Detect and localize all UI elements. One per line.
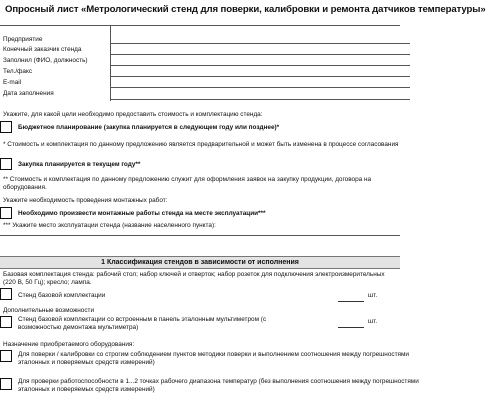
strict-verification-label-line2: эталонных и поверяемых средств измерений) — [18, 359, 155, 366]
field-label-filled-by: Заполнил (ФИО, должность) — [3, 57, 88, 64]
budget-note: * Стоимость и комплектация по данному предложению является предварительной и может быть изменена в процессе согласования — [3, 141, 399, 148]
base-stand-unit: шт. — [368, 292, 378, 299]
current-year-option-label: Закупка планируется в текущем году** — [18, 161, 141, 168]
purpose-question: Укажите, для какой цели необходимо предоставить стоимость и комплектацию стенда: — [3, 111, 263, 118]
multimeter-stand-quantity-input[interactable] — [338, 327, 364, 328]
site-location-note: *** Укажите место эксплуатации стенда (название населенного пункта): — [3, 222, 216, 229]
site-location-input[interactable] — [0, 235, 400, 236]
field-label-email: E-mail — [3, 79, 22, 86]
field-label-date: Дата заполнения — [3, 90, 54, 97]
field-label-company: Предприятие — [3, 36, 43, 43]
base-stand-checkbox[interactable] — [0, 288, 12, 300]
current-year-checkbox[interactable] — [0, 158, 12, 170]
budget-option-label: Бюджетное планирование (закупка планируется в следующем году или позднее)* — [18, 124, 280, 131]
field-label-customer: Конечный заказчик стенда — [3, 46, 82, 53]
field-phone-input[interactable] — [110, 76, 410, 77]
base-stand-quantity-input[interactable] — [338, 301, 364, 302]
strict-verification-checkbox[interactable] — [0, 350, 12, 362]
field-label-phone: Тел./факс — [3, 68, 33, 75]
current-year-note-line1: ** Стоимость и комплектация по данному предложению служит для оформления заявок на закупку продукции, договора на — [3, 176, 372, 183]
base-config-description-line1: Базовая комплектация стенда: рабочий стол; набор ключей и отверток; набор розеток для подключения электроизмерительных — [3, 271, 385, 278]
onsite-install-label: Необходимо произвести монтажные работы стенда на месте эксплуатации*** — [18, 210, 266, 217]
operability-check-checkbox[interactable] — [0, 378, 12, 390]
field-customer-input[interactable] — [110, 54, 410, 55]
field-date-input[interactable] — [110, 99, 410, 100]
multimeter-stand-unit: шт. — [368, 318, 378, 325]
base-config-description-line2: (220 В, 50 Гц); кресло; лампа. — [3, 279, 92, 286]
field-email-input[interactable] — [110, 87, 410, 88]
field-filled-by-input[interactable] — [110, 65, 410, 66]
strict-verification-label-line1: Для поверки / калибровки со строгим соблюдением пунктов методики поверки и выполнением соотношения между погрешностями — [18, 351, 409, 358]
onsite-install-checkbox[interactable] — [0, 207, 12, 219]
budget-checkbox[interactable] — [0, 121, 12, 133]
base-stand-label: Стенд базовой комплектации — [18, 292, 106, 299]
multimeter-stand-checkbox[interactable] — [0, 316, 12, 328]
multimeter-stand-label-line1: Стенд базовой комплектации со встроенным в панель эталонным мультиметром (с — [18, 316, 267, 323]
operability-check-label-line2: эталонных и поверяемых средств измерений) — [18, 386, 155, 393]
section-1-header: 1 Классификация стендов в зависимости от исполнения — [0, 256, 400, 269]
page-title: Опросный лист «Метрологический стенд для поверки, калибровки и ремонта датчиков температуры» — [5, 4, 486, 15]
field-company-input[interactable] — [110, 43, 410, 44]
extra-features-label: Дополнительные возможности — [3, 307, 95, 314]
table-divider — [110, 25, 111, 101]
multimeter-stand-label-line2: возможностью демонтажа мультиметра) — [18, 324, 139, 331]
table-top-border — [0, 25, 400, 26]
equipment-purpose-label: Назначение приобретаемого оборудования: — [3, 341, 135, 348]
installation-question: Укажите необходимость проведения монтажных работ: — [3, 197, 168, 204]
operability-check-label-line1: Для проверки работоспособности в 1...2 точках рабочего диапазона температур (без выполнения соотношения между погрешностями — [18, 378, 419, 385]
current-year-note-line2: оборудования. — [3, 184, 47, 191]
